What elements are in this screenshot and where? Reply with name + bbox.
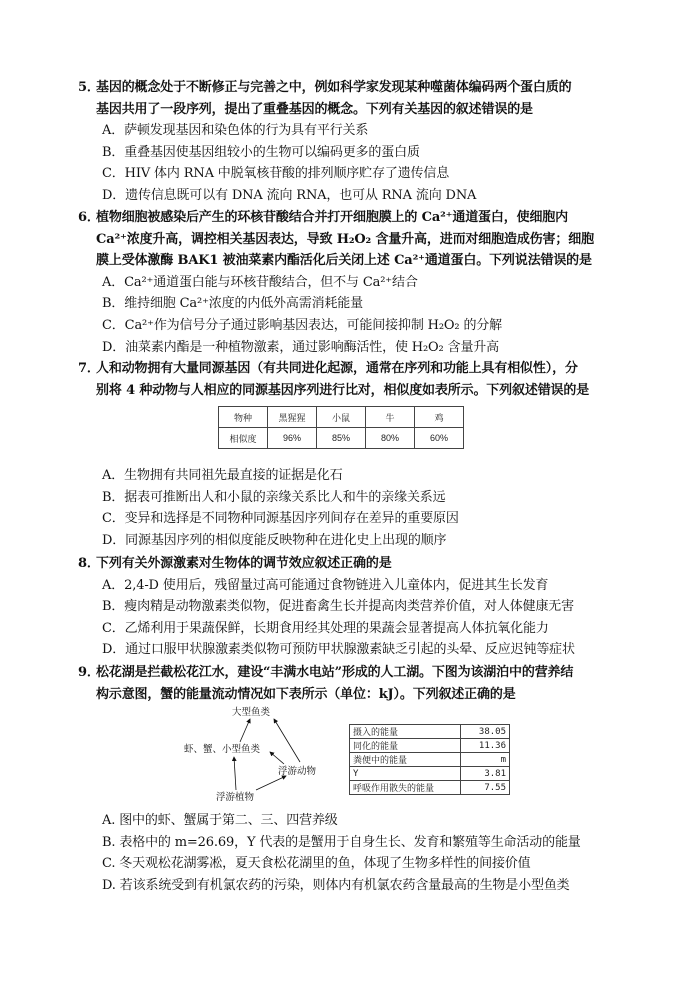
- table-row: [350, 739, 510, 753]
- question-stem: [78, 553, 638, 575]
- table-row: [219, 407, 464, 428]
- food-web-diagram: [178, 704, 338, 802]
- option-b: B．瘦肉精是动物激素类似物，促进畜禽生长并提高肉类营养价值，对人体健康无害: [102, 599, 575, 615]
- option-b: B．维持细胞 Ca²⁺浓度的内低外高需消耗能量: [102, 296, 364, 312]
- option-a: A. 图中的虾、蟹属于第二、三、四营养级: [102, 813, 338, 828]
- stem-text: 基因的概念处于不断修正与完善之中，例如科学家发现某种噬菌体编码两个蛋白质的: [96, 80, 572, 95]
- table-cell: 相似度: [219, 428, 268, 449]
- table-cell: 呼吸作用散失的能量: [350, 781, 461, 795]
- table-cell: 同化的能量: [350, 739, 461, 753]
- table-cell: 80%: [366, 428, 415, 449]
- table-row: [350, 725, 510, 739]
- node-shrimp-crab-small-fish: 虾、蟹、小型鱼类: [184, 744, 261, 755]
- stem-text: 松花湖是拦截松花江水，建设“丰满水电站”形成的人工湖。下图为该湖泊中的营养结: [96, 665, 574, 680]
- node-large-fish: 大型鱼类: [232, 707, 271, 718]
- arrow: [256, 776, 286, 790]
- stem-text: 人和动物拥有大量同源基因（有共同进化起源，通常在序列和功能上具有相似性），分: [96, 361, 578, 376]
- table-cell: 物种: [219, 407, 268, 428]
- table-row: [350, 781, 510, 795]
- question-number: 5．: [78, 80, 100, 95]
- question-stem: [78, 358, 638, 380]
- option-b: B. 表格中的 m=26.69，Y 代表的是蟹用于自身生长、发育和繁殖等生命活动的能量: [102, 834, 581, 850]
- option-b: B．重叠基因使基因组较小的生物可以编码更多的蛋白质: [102, 144, 420, 160]
- option-c: C．HIV 体内 RNA 中脱氧核苷酸的排列顺序贮存了遗传信息: [102, 166, 450, 182]
- table-cell: 3.81: [461, 767, 510, 781]
- table-cell: 38.05: [461, 725, 510, 739]
- table-row: [219, 428, 464, 449]
- question-number: 6．: [78, 210, 100, 225]
- table-cell: 11.36: [461, 739, 510, 753]
- option-d: D．遗传信息既可以有 DNA 流向 RNA，也可从 RNA 流向 DNA: [102, 187, 477, 203]
- table-cell: 小鼠: [317, 407, 366, 428]
- option-d: D. 若该系统受到有机氯农药的污染，则体内有机氯农药含量最高的生物是小型鱼类: [102, 877, 570, 893]
- question-7: [78, 358, 638, 401]
- question-number: 8．: [78, 556, 100, 571]
- table-row: [350, 753, 510, 767]
- option-a: A．Ca²⁺通道蛋白能与环核苷酸结合，但不与 Ca²⁺结合: [102, 274, 418, 290]
- table-cell: 鸡: [415, 407, 464, 428]
- stem-text: 膜上受体激酶 BAK1 被油菜素内酯活化后关闭上述 Ca²⁺通道蛋白。下列说法错误的是: [96, 253, 592, 269]
- option-d: D．通过口服甲状腺激素类似物可预防甲状腺激素缺乏引起的头晕、反应迟钝等症状: [102, 642, 575, 658]
- question-9-options: [78, 810, 638, 896]
- stem-text: 植物细胞被感染后产生的环核苷酸结合并打开细胞膜上的 Ca²⁺通道蛋白，使细胞内: [96, 210, 569, 225]
- table-cell: 黑猩猩: [268, 407, 317, 428]
- arrow: [234, 757, 236, 790]
- option-b: B．据表可推断出人和小鼠的亲缘关系比人和牛的亲缘关系远: [102, 489, 446, 505]
- arrow: [240, 719, 250, 742]
- stem-text: 下列有关外源激素对生物体的调节效应叙述正确的是: [96, 556, 392, 571]
- table-cell: 粪便中的能量: [350, 753, 461, 767]
- question-6: [78, 207, 638, 358]
- energy-table: [349, 724, 510, 795]
- option-c: C．变异和选择是不同物种同源基因序列间存在差异的重要原因: [102, 511, 459, 527]
- option-a: A．2,4-D 使用后，残留量过高可能通过食物链进入儿童体内，促进其生长发育: [102, 577, 549, 593]
- option-c: C．乙烯利用于果蔬保鲜，长期食用经其处理的果蔬会显著提高人体抗氧化能力: [102, 620, 549, 636]
- question-9: [78, 662, 638, 705]
- arrow: [274, 719, 300, 762]
- option-c: C．Ca²⁺作为信号分子通过影响基因表达，可能间接抑制 H₂O₂ 的分解: [102, 317, 502, 333]
- option-a: A．萨顿发现基因和染色体的行为具有平行关系: [102, 123, 369, 139]
- question-number: 9．: [78, 665, 100, 680]
- arrow: [270, 752, 284, 764]
- node-zooplankton: 浮游动物: [278, 766, 317, 777]
- table-cell: m: [461, 753, 510, 767]
- question-7-options: [78, 465, 638, 551]
- stem-text: 基因共用了一段序列，提出了重叠基因的概念。下列有关基因的叙述错误的是: [96, 101, 533, 117]
- table-cell: 7.55: [461, 781, 510, 795]
- similarity-table: [218, 406, 464, 449]
- table-cell: 85%: [317, 428, 366, 449]
- table-row: [350, 767, 510, 781]
- question-stem: [78, 662, 638, 684]
- node-phytoplankton: 浮游植物: [216, 792, 255, 802]
- option-c: C. 冬天观松花湖雾凇，夏天食松花湖里的鱼，体现了生物多样性的间接价值: [102, 856, 531, 872]
- table-cell: 60%: [415, 428, 464, 449]
- option-a: A．生物拥有共同祖先最直接的证据是化石: [102, 468, 343, 483]
- option-d: D．同源基因序列的相似度能反映物种在进化史上出现的顺序: [102, 532, 447, 548]
- question-8: [78, 553, 638, 661]
- table-cell: 摄入的能量: [350, 725, 461, 739]
- stem-text: 别将 4 种动物与人相应的同源基因序列进行比对，相似度如表所示。下列叙述错误的是: [96, 382, 590, 398]
- question-stem: [78, 207, 638, 229]
- stem-text: 构示意图，蟹的能量流动情况如下表所示（单位：kJ）。下列叙述正确的是: [96, 686, 516, 702]
- question-number: 7．: [78, 361, 100, 376]
- question-stem: [78, 77, 638, 99]
- question-5: [78, 77, 638, 207]
- option-d: D．油菜素内酯是一种植物激素，通过影响酶活性，使 H₂O₂ 含量升高: [102, 339, 500, 355]
- table-cell: 96%: [268, 428, 317, 449]
- stem-text: Ca²⁺浓度升高，调控相关基因表达，导致 H₂O₂ 含量升高，进而对细胞造成伤害；细胞: [96, 231, 594, 247]
- table-cell: 牛: [366, 407, 415, 428]
- table-cell: Y: [350, 767, 461, 781]
